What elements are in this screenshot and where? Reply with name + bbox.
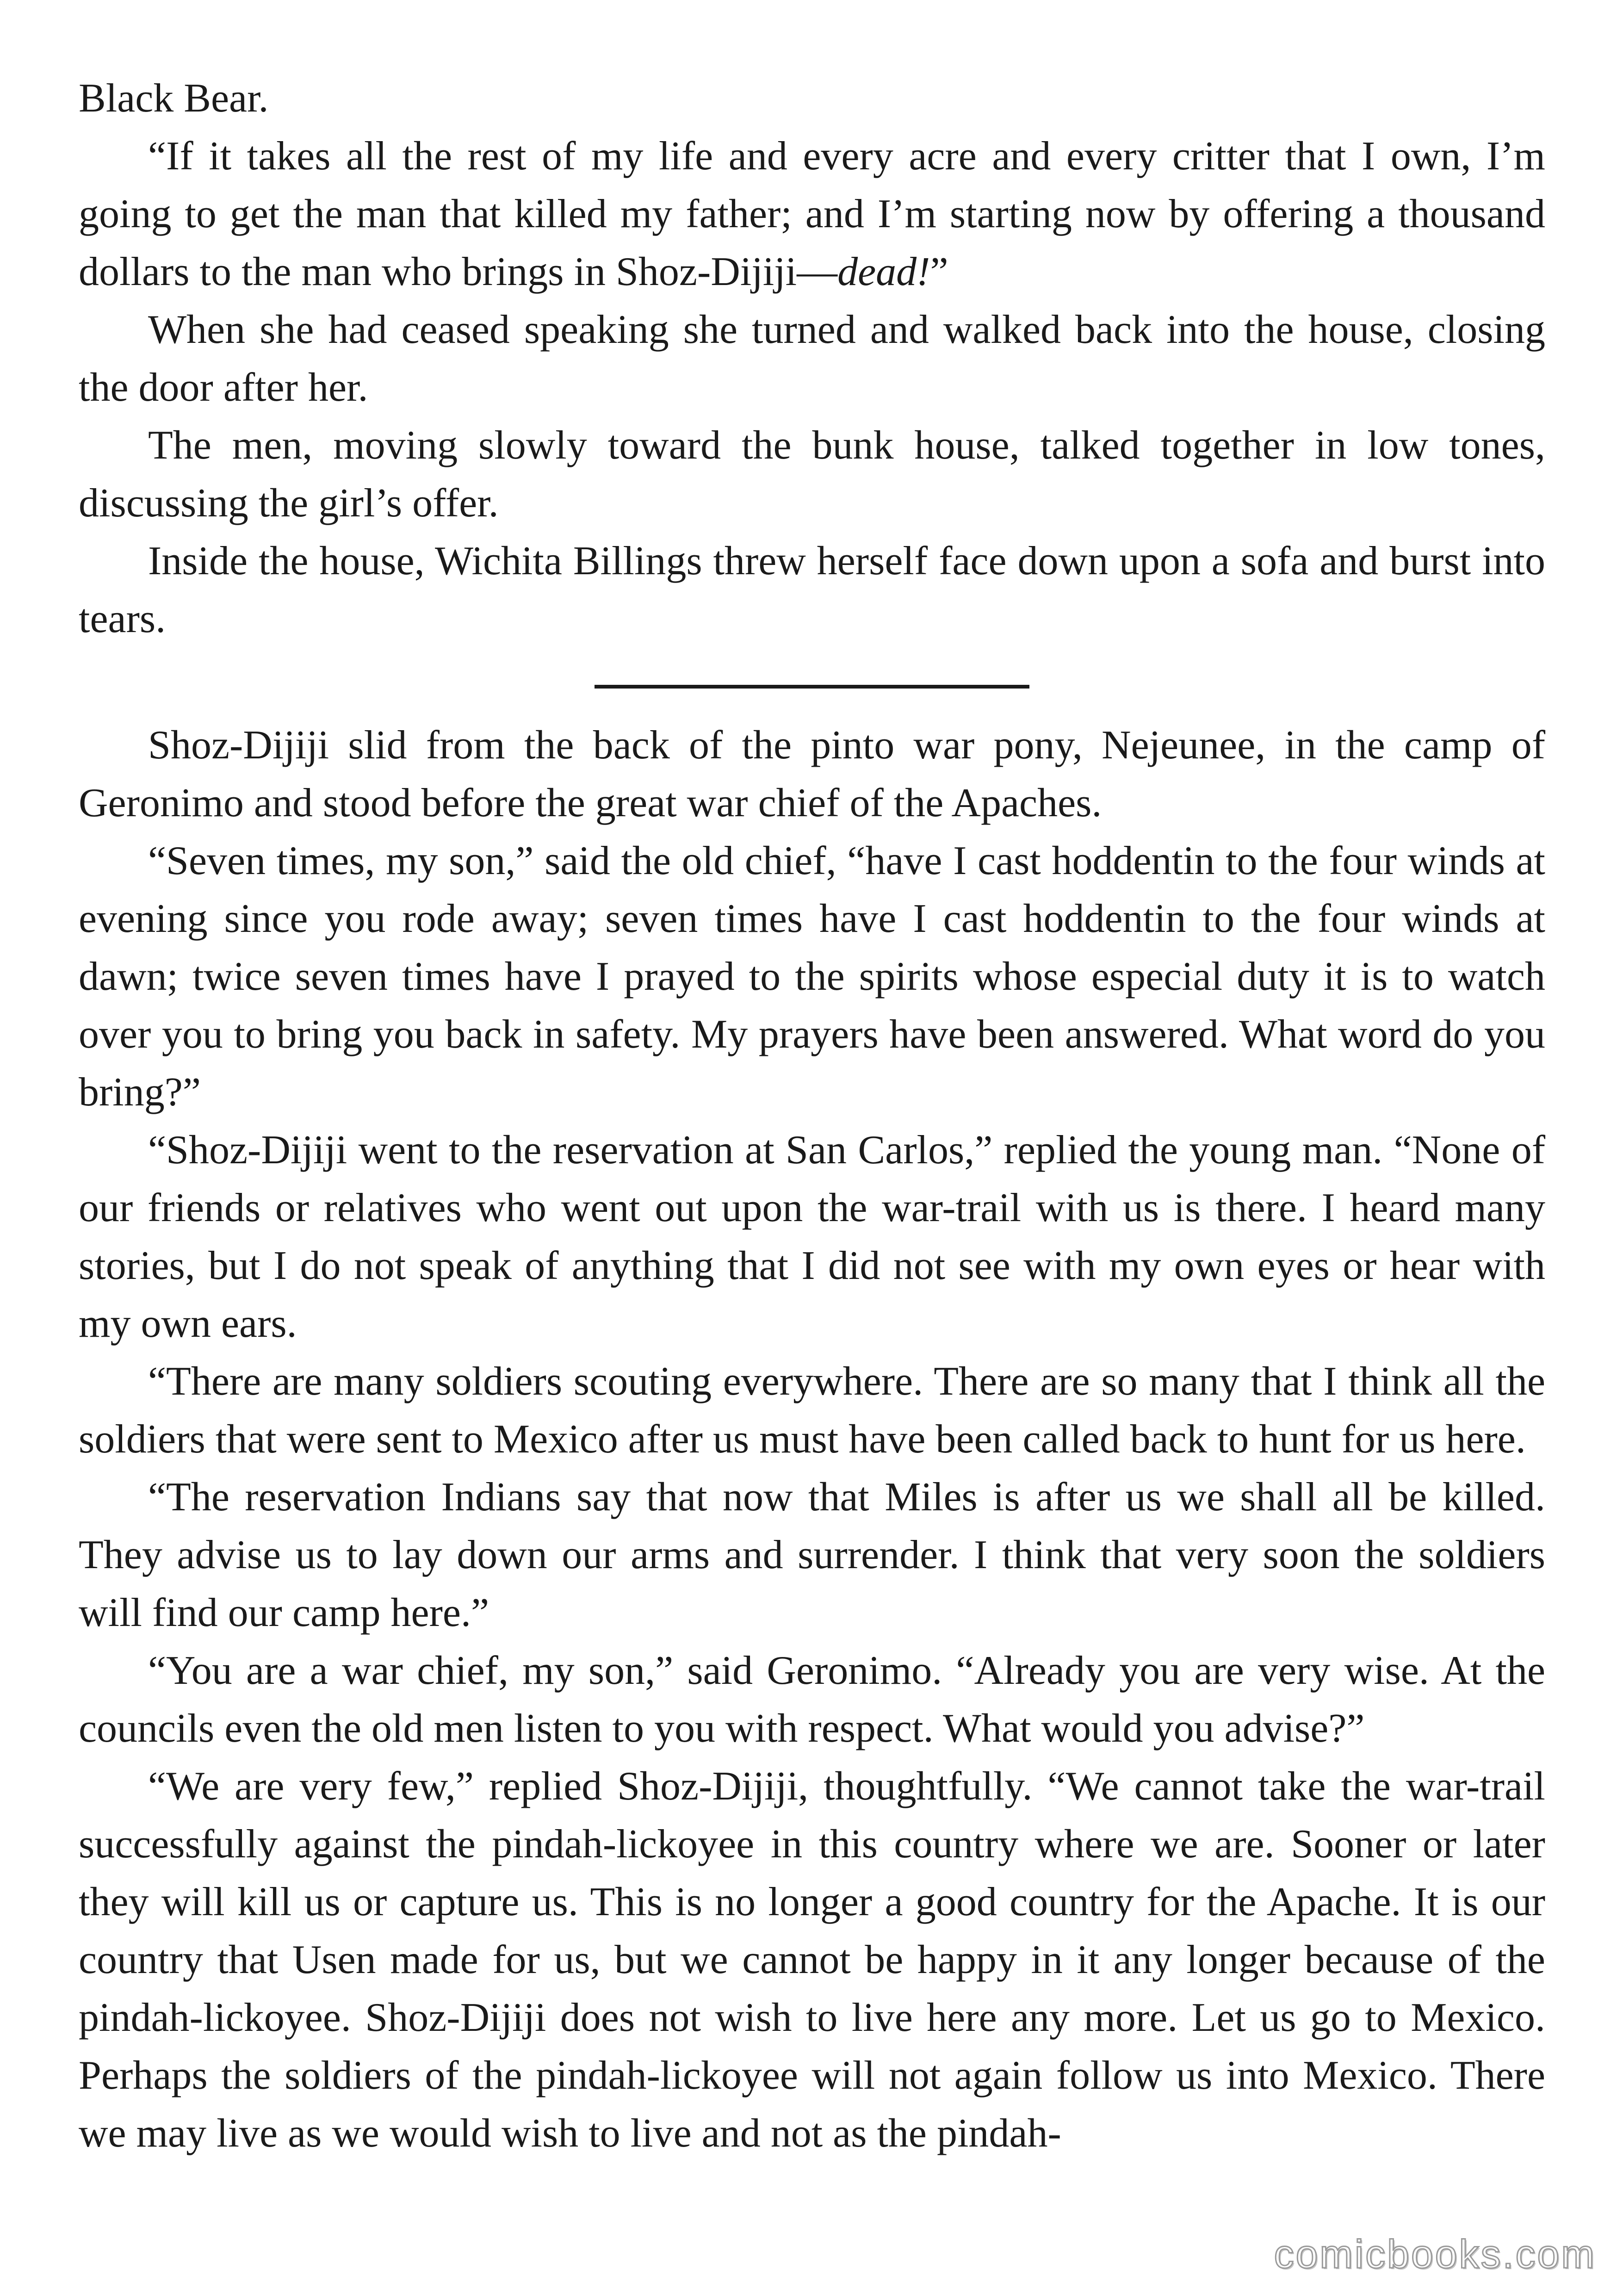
paragraph: “We are very few,” replied Shoz-Dijiji, thoughtfully. “We cannot take the war-trail successfully against the pindah-lickoyee in this country where we are. Sooner or later they will kill us or capture us. This is no longer a good country for the Apache. It is our country that Usen made for us, but we cannot be happy in it any longer because of the pindah-lickoyee. Shoz-Dijiji does not wish to live here any more. Let us go to Mexico. Perhaps the soldiers of the pindah-lickoyee will not again follow us into Mexico. There we may live as we would wish to live and not as the pindah- bbox=[79, 1764, 1545, 2156]
paragraph: Black Bear. bbox=[79, 76, 269, 121]
paragraph: The men, moving slowly toward the bunk house, talked together in low tones, discussing the girl’s offer. bbox=[79, 423, 1545, 526]
paragraph: “Seven times, my son,” said the old chief, “have I cast hoddentin to the four winds at evening since you rode away; seven times have I cast hoddentin to the four winds at dawn; twice seven times have I prayed to the spirits whose especial duty it is to watch over you to bring you back in safety. My prayers have been answered. What word do you bring?” bbox=[79, 838, 1545, 1115]
watermark: comicbooks.com bbox=[1274, 2232, 1596, 2277]
book-page bbox=[79, 69, 1545, 2221]
paragraph: When she had ceased speaking she turned and walked back into the house, closing the door after her. bbox=[79, 307, 1545, 410]
paragraph: Inside the house, Wichita Billings threw herself face down upon a sofa and burst into tears. bbox=[79, 539, 1545, 641]
paragraph: “If it takes all the rest of my life and every acre and every critter that I own, I’m going to get the man that killed my father; and I’m starting now by offering a thousand dollars to the man who brings in Shoz-Dijiji—dead!” bbox=[79, 134, 1545, 294]
section-divider bbox=[595, 685, 1029, 689]
paragraph: Shoz-Dijiji slid from the back of the pinto war pony, Nejeunee, in the camp of Geronimo and stood before the great war chief of the Apaches. bbox=[79, 723, 1545, 825]
paragraph: “The reservation Indians say that now that Miles is after us we shall all be killed. They advise us to lay down our arms and surrender. I think that very soon the soldiers will find our camp here.” bbox=[79, 1475, 1545, 1635]
paragraph: “There are many soldiers scouting everywhere. There are so many that I think all the soldiers that were sent to Mexico after us must have been called back to hunt for us here. bbox=[79, 1359, 1545, 1462]
paragraph: “Shoz-Dijiji went to the reservation at San Carlos,” replied the young man. “None of our friends or relatives who went out upon the war-trail with us is there. I heard many stories, but I do not speak of anything that I did not see with my own eyes or hear with my own ears. bbox=[79, 1128, 1545, 1346]
paragraph: “You are a war chief, my son,” said Geronimo. “Already you are very wise. At the councils even the old men listen to you with respect. What would you advise?” bbox=[79, 1648, 1545, 1751]
